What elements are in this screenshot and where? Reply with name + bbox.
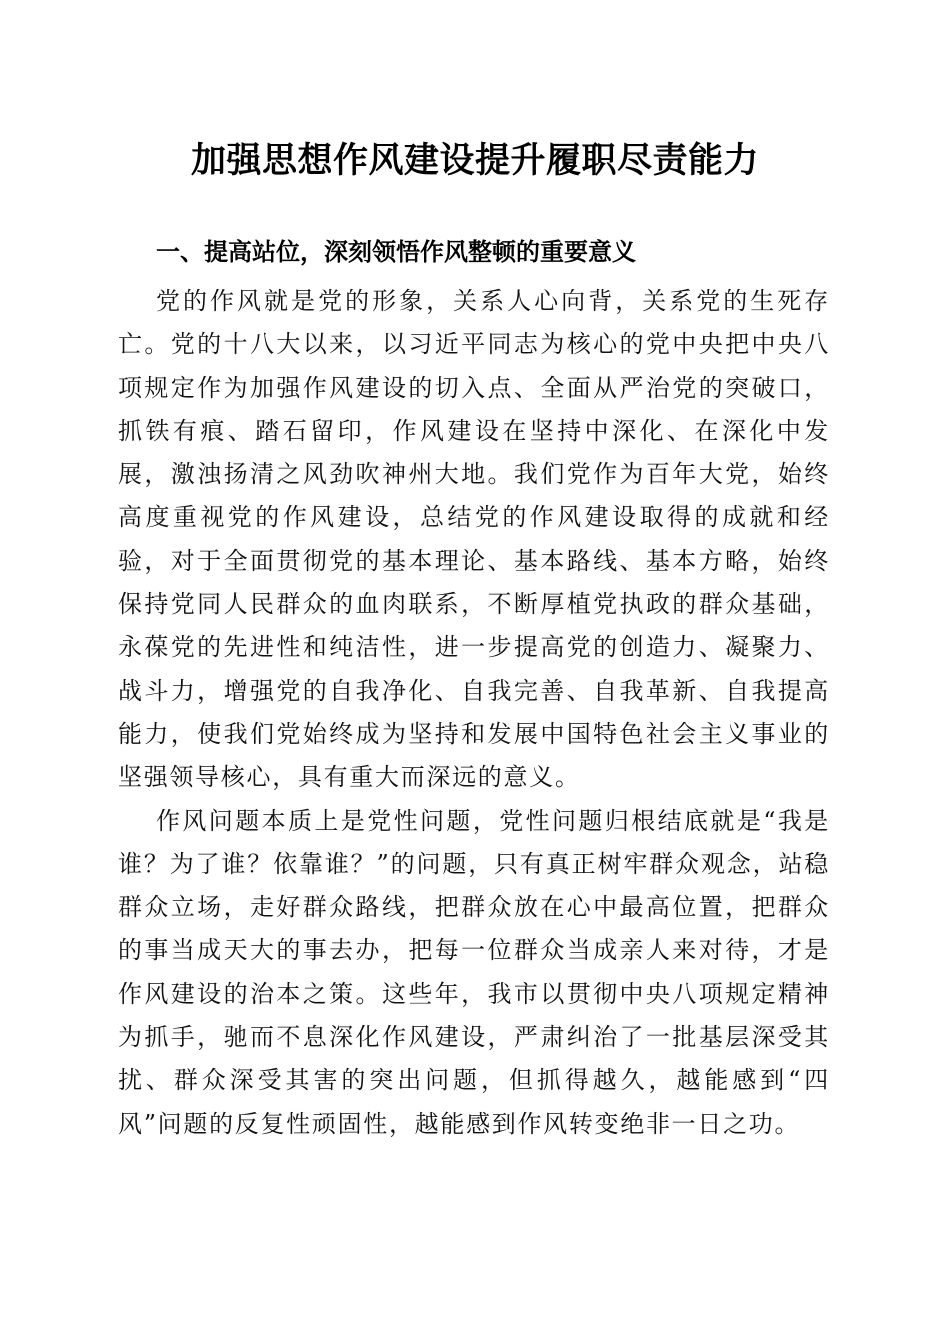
- document-title: 加强思想作风建设提升履职尽责能力: [190, 140, 759, 181]
- paragraph: 作风问题本质上是党性问题，党性问题归根结底就是“我是谁？为了谁？依靠谁？”的问题，只有真正树牢群众观念，站稳群众立场，走好群众路线，把群众放在心中最高位置，把群众的事当成天大的事去办，把每一位群众当成亲人来对待，才是作风建设的治本之策。这些年，我市以贯彻中央八项规定精神为抓手，驰而不息深化作风建设，严肃纠治了一批基层深受其扰、群众深受其害的突出问题，但抓得越久，越能感到“四风”问题的反复性顽固性，越能感到作风转变绝非一日之功。: [118, 806, 830, 1138]
- section-heading: 一、提高站位，深刻领悟作风整顿的重要意义: [156, 238, 636, 266]
- paragraph: 党的作风就是党的形象，关系人心向背，关系党的生死存亡。党的十八大以来，以习近平同志为核心的党中央把中央八项规定作为加强作风建设的切入点、全面从严治党的突破口，抓铁有痕、踏石留印，作风建设在坚持中深化、在深化中发展，激浊扬清之风劲吹神州大地。我们党作为百年大党，始终高度重视党的作风建设，总结党的作风建设取得的成就和经验，对于全面贯彻党的基本理论、基本路线、基本方略，始终保持党同人民群众的血肉联系，不断厚植党执政的群众基础，永葆党的先进性和纯洁性，进一步提高党的创造力、凝聚力、战斗力，增强党的自我净化、自我完善、自我革新、自我提高能力，使我们党始终成为坚持和发展中国特色社会主义事业的坚强领导核心，具有重大而深远的意义。: [118, 287, 830, 792]
- document-body: [118, 280, 830, 1146]
